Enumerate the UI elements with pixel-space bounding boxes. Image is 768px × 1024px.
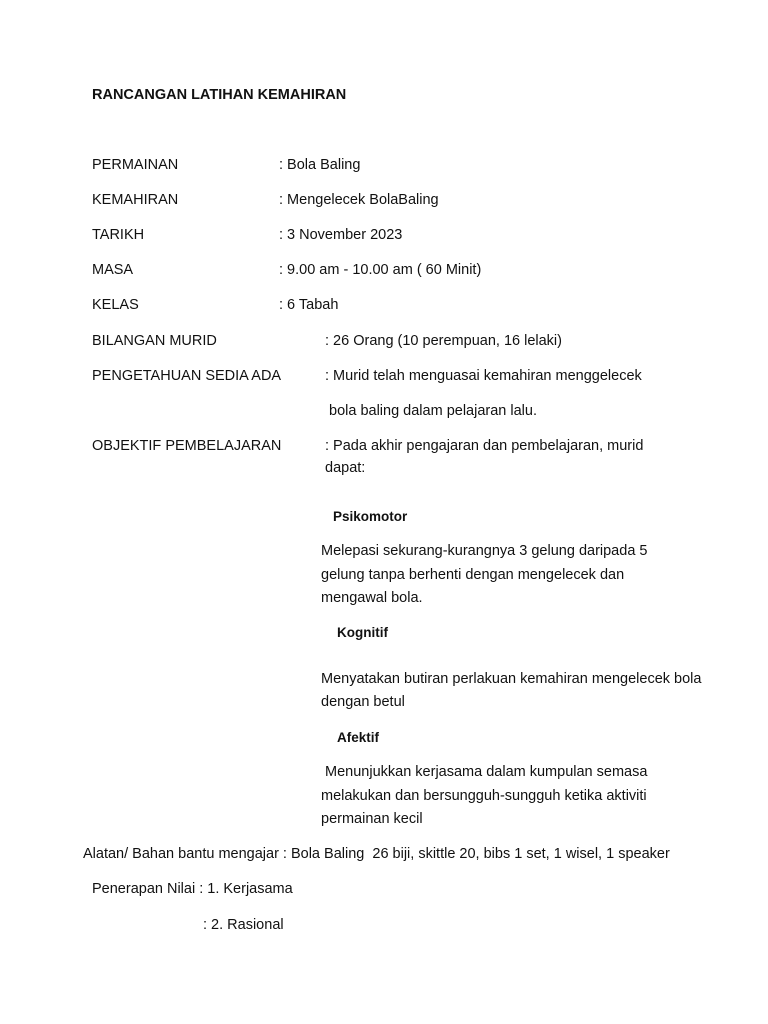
field-value: : Mengelecek BolaBaling [279, 192, 439, 208]
objective-line: mengawal bola. [321, 590, 423, 606]
field-label: MASA [92, 262, 134, 278]
field-value: : 3 November 2023 [279, 227, 403, 243]
field-label: TARIKH [92, 227, 145, 243]
field-label: OBJEKTIF PEMBELAJARAN [92, 438, 282, 454]
objective-line: dengan betul [321, 694, 405, 710]
field-label: PERMAINAN [92, 157, 179, 173]
objective-heading: Psikomotor [333, 509, 408, 524]
objective-line: melakukan dan bersungguh-sungguh ketika aktiviti [321, 788, 647, 804]
field-value: : 6 Tabah [279, 297, 339, 313]
field-value-line: : Pada akhir pengajaran dan pembelajaran, murid [325, 438, 644, 454]
objective-line: Menyatakan butiran perlakuan kemahiran mengelecek bola [321, 671, 702, 687]
objective-heading: Afektif [337, 730, 380, 745]
field-label: KELAS [92, 297, 139, 313]
field-value-line: bola baling dalam pelajaran lalu. [329, 403, 537, 419]
alatan-line: Alatan/ Bahan bantu mengajar : Bola Baling 26 biji, skittle 20, bibs 1 set, 1 wisel, 1 speaker [83, 846, 670, 862]
field-value: : Bola Baling [279, 157, 361, 173]
field-value-line: : Murid telah menguasai kemahiran menggelecek [325, 368, 642, 384]
field-value: : 9.00 am - 10.00 am ( 60 Minit) [279, 262, 482, 278]
penerapan-nilai-line: Penerapan Nilai : 1. Kerjasama [92, 881, 293, 897]
field-label: PENGETAHUAN SEDIA ADA [92, 368, 282, 384]
objective-line: Melepasi sekurang-kurangnya 3 gelung daripada 5 [321, 543, 648, 559]
objective-heading: Kognitif [337, 625, 388, 640]
document-title: RANCANGAN LATIHAN KEMAHIRAN [92, 87, 347, 103]
field-value: : 26 Orang (10 perempuan, 16 lelaki) [325, 333, 562, 349]
penerapan-nilai-line: : 2. Rasional [203, 917, 284, 933]
field-label: BILANGAN MURID [92, 333, 217, 349]
field-value-line: dapat: [325, 460, 366, 476]
objective-line: gelung tanpa berhenti dengan mengelecek dan [321, 567, 625, 583]
objective-line: permainan kecil [321, 811, 423, 827]
field-label: KEMAHIRAN [92, 192, 179, 208]
objective-line: Menunjukkan kerjasama dalam kumpulan semasa [321, 764, 648, 780]
